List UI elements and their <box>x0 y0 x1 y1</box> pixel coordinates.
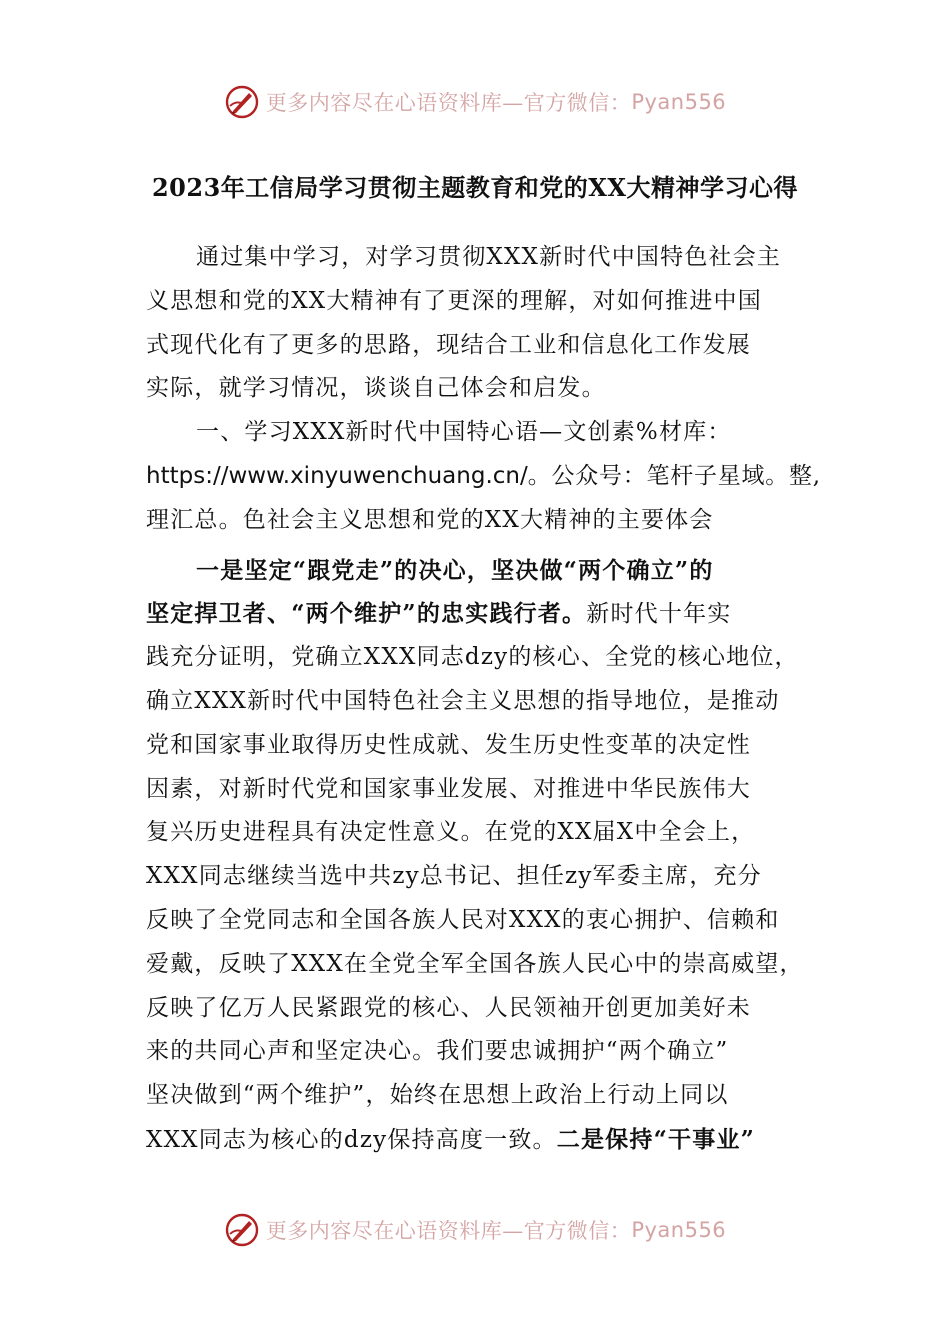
bold-heading-line: 一是坚定“跟党走”的决心，坚决做“两个确立”的 <box>196 556 714 584</box>
paragraph-line: 来的共同心声和坚定决心。我们要忠诚拥护“两个确立” <box>146 1038 729 1065</box>
watermark-banner-bottom <box>0 1208 950 1252</box>
paragraph-line: 爱戴，反映了XXX在全党全军全国各族人民心中的崇高威望， <box>146 950 804 977</box>
document-title: 2023年工信局学习贯彻主题教育和党的XX大精神学习心得 <box>151 173 799 202</box>
pen-logo-icon <box>224 1212 260 1248</box>
section-heading-line: 一、学习XXX新时代中国特心语—文创素%材库： <box>196 419 732 446</box>
watermark-wechat-id: Pyan556 <box>631 90 727 114</box>
document-body <box>146 236 821 1162</box>
watermark-banner-top <box>0 80 950 124</box>
paragraph-line: 坚定捍卫者、“两个维护”的忠实践行者。新时代十年实 <box>146 600 732 628</box>
paragraph-line: 义思想和党的XX大精神有了更深的理解，对如何推进中国 <box>146 287 762 314</box>
paragraph-line: 理汇总。色社会主义思想和党的XX大精神的主要体会 <box>146 506 714 533</box>
watermark-text: 更多内容尽在心语资料库—官方微信： <box>265 1219 632 1243</box>
watermark-wechat-id: Pyan556 <box>631 1218 727 1242</box>
paragraph-line: 因素，对新时代党和国家事业发展、对推进中华民族伟大 <box>146 775 751 802</box>
paragraph-line: 确立XXX新时代中国特色社会主义思想的指导地位，是推动 <box>146 687 780 714</box>
paragraph-line: 通过集中学习，对学习贯彻XXX新时代中国特色社会主 <box>196 244 782 270</box>
paragraph-line: XXX同志继续当选中共zy总书记、担任zy军委主席，充分 <box>146 863 762 890</box>
paragraph-line: 反映了亿万人民紧跟党的核心、人民领袖开创更加美好未 <box>146 994 751 1021</box>
paragraph-line: 践充分证明，党确立XXX同志dzy的核心、全党的核心地位， <box>146 644 799 671</box>
paragraph-line: 党和国家事业取得历史性成就、发生历史性变革的决定性 <box>146 731 751 758</box>
paragraph-line: https://www.xinyuwenchuang.cn/。公众号：笔杆子星域。整, <box>146 462 821 489</box>
paragraph-line: 复兴历史进程具有决定性意义。在党的XX届X中全会上， <box>146 819 756 846</box>
paragraph-line: 反映了全党同志和全国各族人民对XXX的衷心拥护、信赖和 <box>146 906 780 933</box>
paragraph-line: 实际，就学习情况，谈谈自己体会和启发。 <box>146 375 606 402</box>
paragraph-line: 式现代化有了更多的思路，现结合工业和信息化工作发展 <box>146 331 751 358</box>
watermark-text: 更多内容尽在心语资料库—官方微信： <box>265 91 632 115</box>
paragraph-line: 坚决做到“两个维护”，始终在思想上政治上行动上同以 <box>146 1082 729 1109</box>
paragraph-line: XXX同志为核心的dzy保持高度一致。二是保持“干事业” <box>146 1125 756 1153</box>
pen-logo-icon <box>224 84 260 120</box>
resource-link[interactable]: https://www.xinyuwenchuang.cn/ <box>146 462 528 489</box>
